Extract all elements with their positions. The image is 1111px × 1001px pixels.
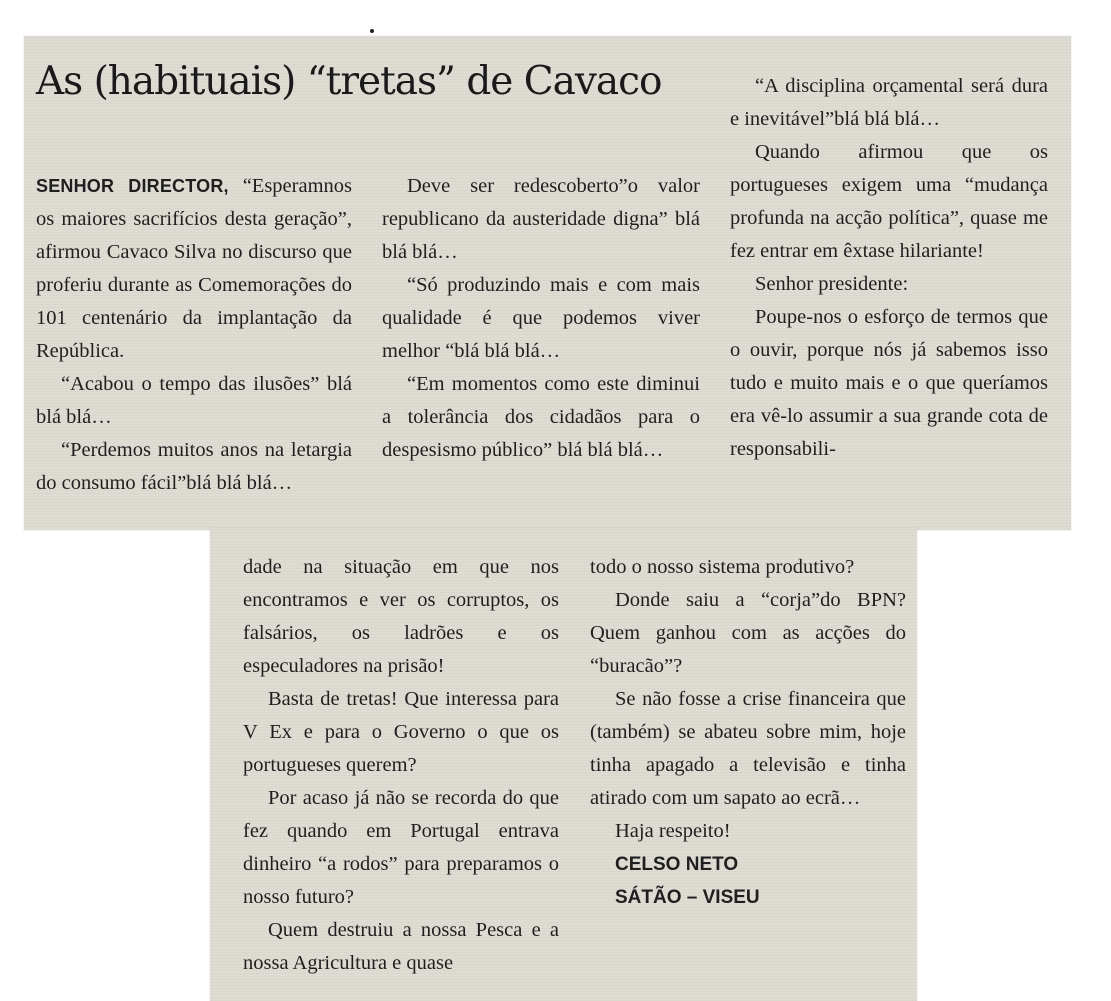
paragraph: “A disciplina orçamental será dura e inevitável”blá blá blá… [730,75,1048,130]
signature-location: SÁTÃO – VISEU [615,887,760,908]
opening-text: “Esperamnos os maiores sacrifícios desta geração”, afirmou Cavaco Silva no discurso que proferiu durante as Comemorações do 101 centenário da implantação da República. [36,175,352,362]
ink-speck [370,29,374,33]
paragraph: Se não fosse a crise financeira que (também) se abateu sobre mim, hoje tinha apagado a televisão e tinha atirado com um sapato ao ecrã… [590,688,906,809]
paragraph: Quem destruiu a nossa Pesca e a nossa Agricultura e quase [243,919,559,974]
paragraph: “Só produzindo mais e com mais qualidade é que podemos viver melhor “blá blá blá… [382,274,700,362]
newspaper-clipping-top [24,36,1071,530]
paragraph: “Em momentos como este diminui a tolerância dos cidadãos para o despesismo público” blá blá blá… [382,373,700,461]
salutation: SENHOR DIRECTOR, [36,176,229,196]
text-column-3 [730,70,1048,466]
paragraph: Basta de tretas! Que interessa para V Ex e para o Governo o que os portugueses querem? [243,688,559,776]
article-headline: As (habituais) “tretas” de Cavaco [36,59,662,104]
text-column-5 [590,551,906,914]
paragraph-continued: todo o nosso sistema produtivo? [590,556,855,578]
paragraph: Senhor presidente: [755,273,909,295]
paragraph: Donde saiu a “corja”do BPN? Quem ganhou com as acções do “buracão”? [590,589,906,677]
paragraph: Poupe-nos o esforço de termos que o ouvir, porque nós já sabemos isso tudo e muito mais e o que queríamos era vê-lo assumir a sua grande cota de responsabili- [730,306,1048,460]
paragraph: Quando afirmou que os portugueses exigem uma “mudança profunda na acção política”, quase me fez entrar em êxtase hilariante! [730,141,1048,262]
paragraph: “Perdemos muitos anos na letargia do consumo fácil”blá blá blá… [36,439,352,494]
newspaper-clipping-bottom [210,528,917,1001]
text-column-1 [36,170,352,500]
paragraph: Haja respeito! [615,820,731,842]
text-column-4 [243,551,559,980]
signature-name: CELSO NETO [615,854,739,875]
paragraph-continued: dade na situação em que nos encontramos e ver os corruptos, os falsários, os ladrões e os especuladores na prisão! [243,556,559,677]
paragraph: Deve ser redescoberto”o valor republicano da austeridade digna” blá blá blá… [382,175,700,263]
text-column-2 [382,170,700,467]
paragraph: “Acabou o tempo das ilusões” blá blá blá… [36,373,352,428]
paragraph: Por acaso já não se recorda do que fez quando em Portugal entrava dinheiro “a rodos” para preparamos o nosso futuro? [243,787,559,908]
paragraph-opening [36,170,352,368]
